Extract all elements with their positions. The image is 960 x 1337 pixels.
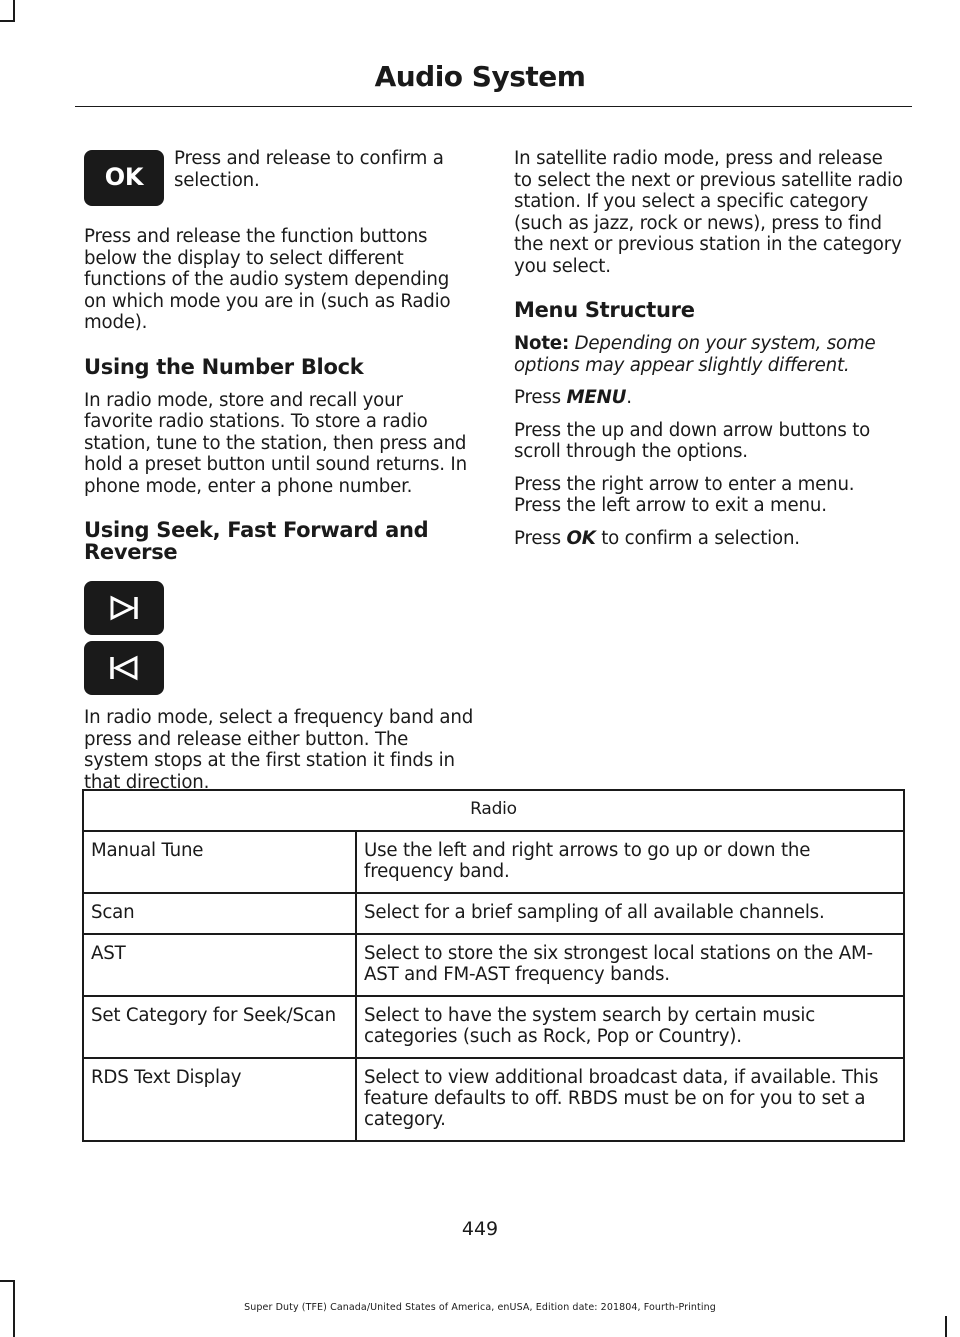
number-block-paragraph: In radio mode, store and recall your favorite radio stations. To store a radio station, tune to the station, then press and hold a preset button until sound returns. In phone mode, enter a phone number. (84, 389, 467, 497)
table-row (83, 1058, 904, 1141)
description-cell: Select to store the six strongest local stations on the AM-AST and FM-AST frequency bands. (356, 934, 904, 996)
seek-reverse-icon (84, 641, 164, 695)
crop-mark (13, 0, 15, 22)
menu-key: MENU (566, 387, 627, 408)
edition-footer: Super Duty (TFE) Canada/United States of America, enUSA, Edition date: 201804, Fourth-Printing (244, 1302, 716, 1313)
seek-paragraph: In radio mode, select a frequency band and press and release either button. The system stops at the first station it finds in that direction. (84, 707, 474, 793)
seek-forward-icon (84, 581, 164, 635)
description-cell: Select to have the system search by certain music categories (such as Rock, Pop or Country). (356, 996, 904, 1058)
note-paragraph (514, 333, 904, 376)
page-title: Audio System (374, 60, 586, 93)
left-column (84, 148, 474, 804)
updown-paragraph: Press the up and down arrow buttons to scroll through the options. (514, 419, 871, 462)
page-number: 449 (461, 1218, 499, 1240)
ok-button-icon: OK (84, 150, 164, 206)
description-cell: Select to view additional broadcast data, if available. This feature defaults to off. RBDS must be on for you to set a category. (356, 1058, 904, 1141)
table-row (83, 996, 904, 1058)
feature-cell: Set Category for Seek/Scan (83, 996, 356, 1058)
press-label: Press (514, 527, 561, 549)
ok-instruction (84, 148, 474, 200)
leftright-paragraph: Press the right arrow to enter a menu. Press the left arrow to exit a menu. (514, 473, 855, 516)
crop-mark (945, 1316, 947, 1337)
press-menu-paragraph (514, 387, 904, 409)
feature-cell: Manual Tune (83, 831, 356, 893)
seek-icons (84, 581, 474, 695)
seek-heading: Using Seek, Fast Forward and Reverse (84, 518, 429, 564)
number-block-heading: Using the Number Block (84, 354, 364, 379)
crop-mark (0, 1280, 15, 1282)
crop-mark (0, 20, 15, 22)
feature-cell: AST (83, 934, 356, 996)
description-cell: Use the left and right arrows to go up or down the frequency band. (356, 831, 904, 893)
feature-cell: Scan (83, 893, 356, 934)
radio-table (82, 789, 905, 1142)
press-label: Press (514, 387, 561, 408)
table-header-row (83, 790, 904, 831)
menu-structure-heading: Menu Structure (514, 298, 695, 322)
table-row (83, 934, 904, 996)
table-row (83, 893, 904, 934)
table-title: Radio (83, 790, 904, 831)
feature-cell: RDS Text Display (83, 1058, 356, 1141)
table-row (83, 831, 904, 893)
right-column (514, 148, 904, 560)
header-divider (75, 106, 912, 107)
ok-key: OK (566, 527, 596, 549)
description-cell: Select for a brief sampling of all available channels. (356, 893, 904, 934)
ok-instruction-text: Press and release to confirm a selection. (174, 148, 444, 191)
note-label: Note: (514, 333, 570, 354)
press-ok-paragraph (514, 528, 904, 550)
press-menu-suffix: . (626, 387, 632, 408)
note-text: Depending on your system, some options may appear slightly different. (514, 333, 876, 376)
satellite-paragraph: In satellite radio mode, press and release to select the next or previous satellite radio station. If you select a specific category (such as jazz, rock or news), press to find the next or previous station in the category you select. (514, 148, 903, 277)
ok-suffix: to confirm a selection. (595, 527, 800, 549)
function-buttons-paragraph: Press and release the function buttons below the display to select different functions of the audio system depending on which mode you are in (such as Radio mode). (84, 226, 451, 333)
